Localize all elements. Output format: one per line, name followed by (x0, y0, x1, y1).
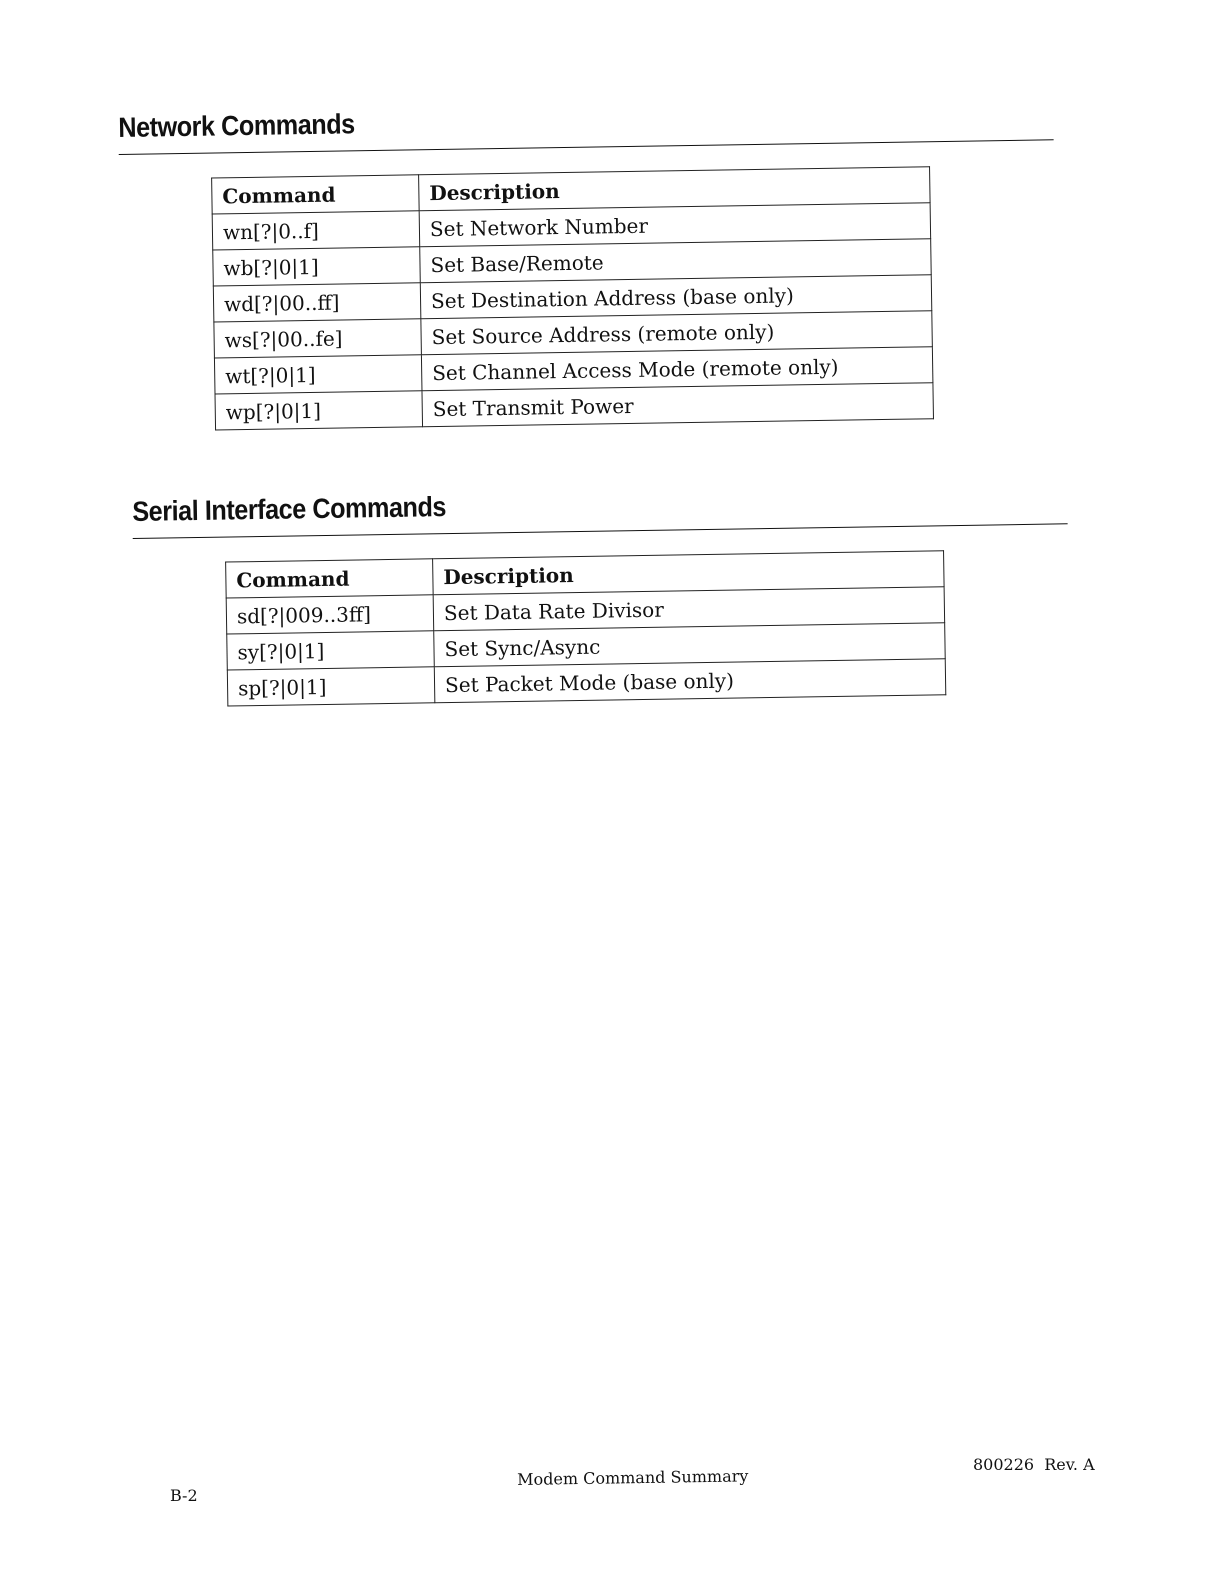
description-cell: Set Packet Mode (base only) (434, 659, 946, 703)
command-column-header: Command (212, 175, 420, 214)
serial-interface-commands-section (132, 477, 1070, 708)
command-cell: sp[?|0|1] (227, 667, 435, 706)
description-cell: Set Network Number (419, 203, 931, 247)
document-id: 800226 (973, 1455, 1035, 1474)
section-title: Network Commands (118, 108, 355, 143)
network-commands-section (118, 93, 1058, 432)
network-commands-table (211, 166, 934, 430)
description-cell: Set Source Address (remote only) (421, 311, 933, 355)
command-cell: ws[?|00..fe] (214, 319, 422, 358)
description-cell: Set Sync/Async (434, 623, 946, 667)
description-cell: Set Base/Remote (420, 239, 932, 283)
command-cell: wn[?|0..f] (212, 211, 420, 250)
description-cell: Set Transmit Power (422, 383, 934, 427)
section-title: Serial Interface Commands (132, 491, 447, 527)
description-cell: Set Channel Access Mode (remote only) (421, 347, 933, 391)
command-cell: wb[?|0|1] (213, 247, 421, 286)
command-cell: wp[?|0|1] (215, 391, 423, 430)
description-column-header: Description (433, 551, 945, 595)
document-revision (973, 1455, 1095, 1474)
command-cell: wd[?|00..ff] (213, 283, 421, 322)
description-cell: Set Data Rate Divisor (433, 587, 945, 631)
description-cell: Set Destination Address (base only) (420, 275, 932, 319)
footer-title: Modem Command Summary (517, 1466, 749, 1489)
page-number: B-2 (170, 1486, 198, 1505)
command-cell: sd[?|009..3ff] (226, 595, 434, 634)
serial-commands-table (225, 550, 946, 706)
command-column-header: Command (226, 559, 434, 598)
description-column-header: Description (419, 167, 931, 211)
revision-label: Rev. A (1044, 1455, 1095, 1474)
command-cell: wt[?|0|1] (214, 355, 422, 394)
command-cell: sy[?|0|1] (227, 631, 435, 670)
